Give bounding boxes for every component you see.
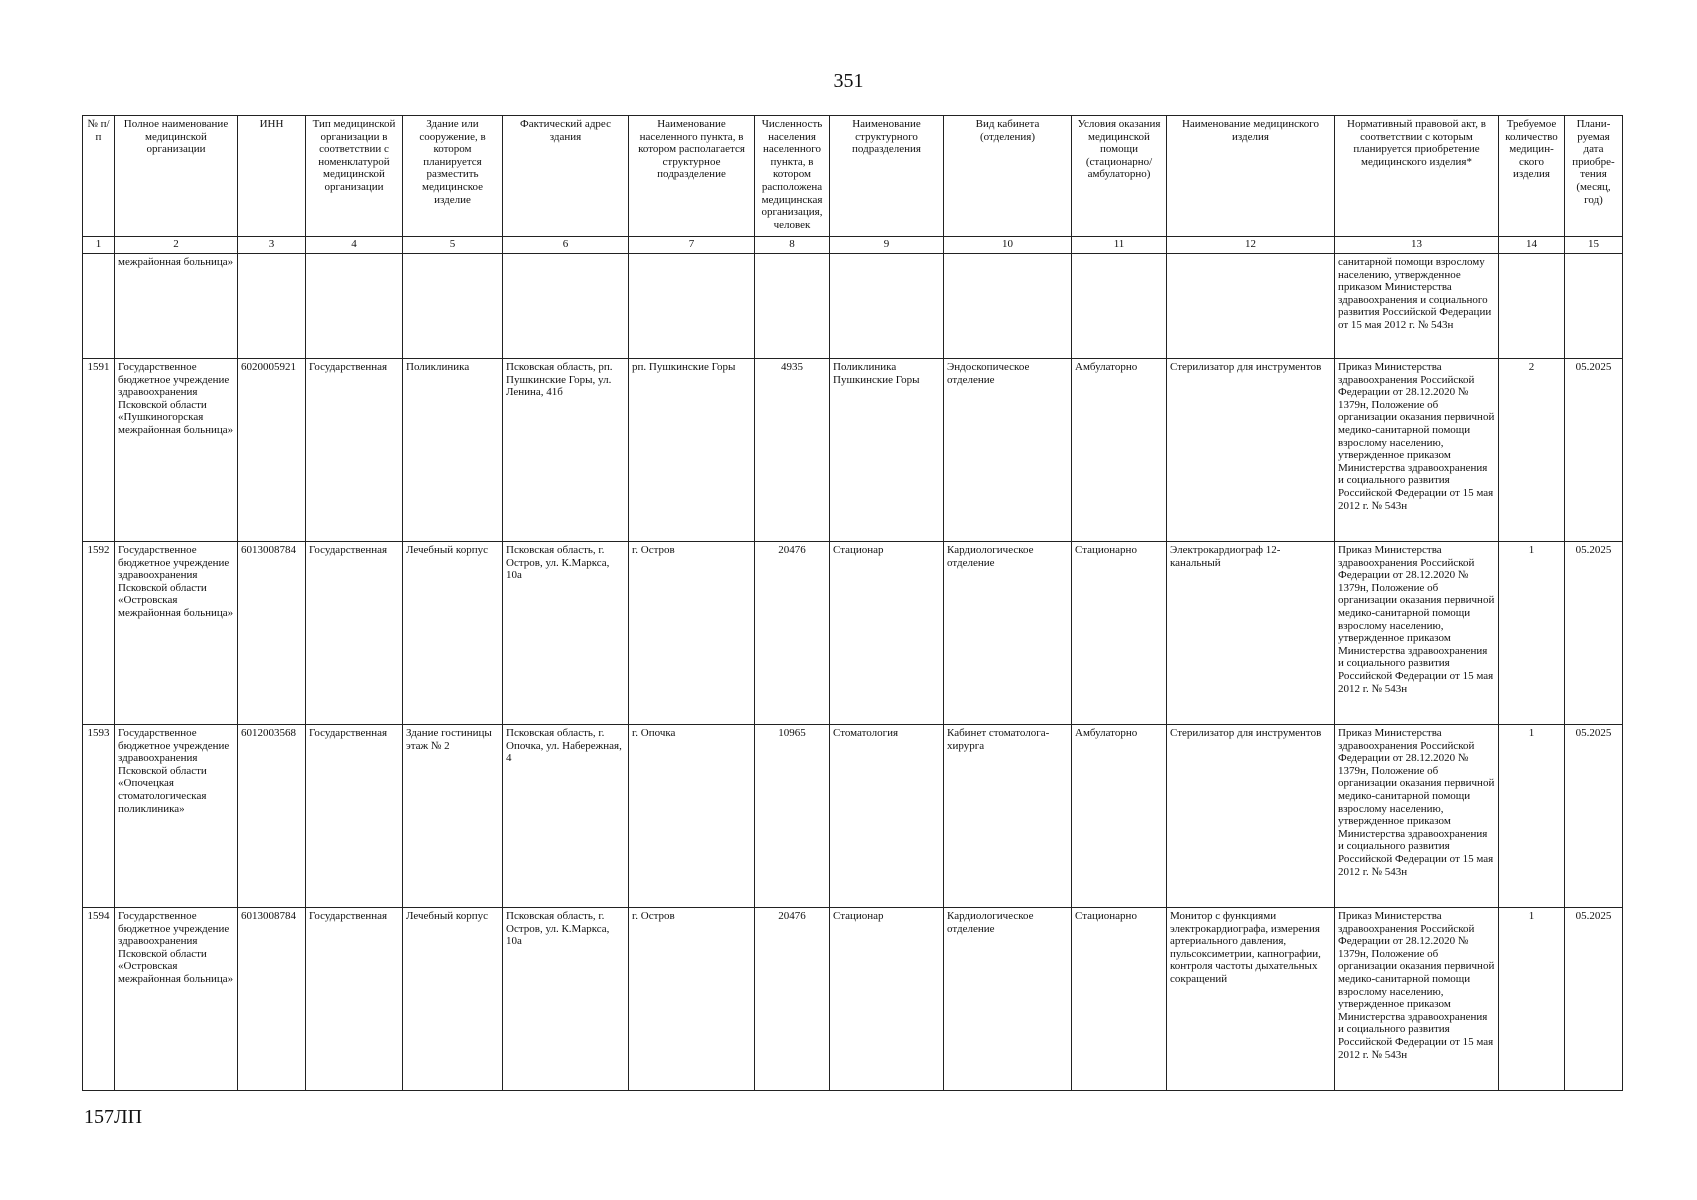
planned-date: 05.2025 xyxy=(1565,725,1623,908)
conditions: Амбулаторно xyxy=(1072,359,1167,542)
building: Лечебный корпус xyxy=(403,542,503,725)
device: Электрокардиограф 12-канальный xyxy=(1167,542,1335,725)
org-type: Государственная xyxy=(306,359,403,542)
planned-date: 05.2025 xyxy=(1565,542,1623,725)
quantity: 1 xyxy=(1499,542,1565,725)
quantity: 1 xyxy=(1499,725,1565,908)
cabinet: Кабинет стоматолога-хирурга xyxy=(944,725,1072,908)
row-num: 1591 xyxy=(83,359,115,542)
table-row xyxy=(83,725,1623,908)
inn: 6020005921 xyxy=(238,359,306,542)
header-conditions: Условия оказания медицинской помощи (стационарно/ амбулаторно) xyxy=(1072,116,1167,237)
header-type: Тип медицинской организации в соответствии с номенклатурой медицинской организации xyxy=(306,116,403,237)
column-number: 1 xyxy=(83,237,115,254)
header-device: Наименование медицинского изделия xyxy=(1167,116,1335,237)
equipment-table xyxy=(82,115,1623,1091)
column-number: 5 xyxy=(403,237,503,254)
column-number: 6 xyxy=(503,237,629,254)
header-act: Нормативный правовой акт, в соответствии с которым планируется приобретение медицинского изделия* xyxy=(1335,116,1499,237)
column-number: 2 xyxy=(115,237,238,254)
address: Псковская область, г. Опочка, ул. Набережная, 4 xyxy=(503,725,629,908)
conditions: Амбулаторно xyxy=(1072,725,1167,908)
column-number: 9 xyxy=(830,237,944,254)
device: Стерилизатор для инструментов xyxy=(1167,725,1335,908)
header-inn: ИНН xyxy=(238,116,306,237)
table-header-row xyxy=(83,116,1623,237)
column-number: 13 xyxy=(1335,237,1499,254)
population: 20476 xyxy=(755,908,830,1091)
table-row xyxy=(83,908,1623,1091)
column-number: 4 xyxy=(306,237,403,254)
header-population: Численность населения населенного пункта, в котором расположена медицинская организация, человек xyxy=(755,116,830,237)
building: Здание гостиницы этаж № 2 xyxy=(403,725,503,908)
population: 10965 xyxy=(755,725,830,908)
building: Лечебный корпус xyxy=(403,908,503,1091)
continuation-row xyxy=(83,254,1623,359)
org-name: Государственное бюджетное учреждение здравоохранения Псковской области «Опочецкая стоматологическая поликлиника» xyxy=(115,725,238,908)
org-type: Государственная xyxy=(306,542,403,725)
unit: Стационар xyxy=(830,542,944,725)
address: Псковская область, г. Остров, ул. К.Маркса, 10а xyxy=(503,542,629,725)
normative-act: Приказ Министерства здравоохранения Российской Федерации от 28.12.2020 № 1379н, Положение об организации оказания первичной медико-санитарной помощи взрослому населению, утвержденное приказом Министерства здравоохранения и социального развития Российской Федерации от 15 мая 2012 г. № 543н xyxy=(1335,725,1499,908)
header-num: № п/п xyxy=(83,116,115,237)
table-row xyxy=(83,359,1623,542)
cabinet: Эндоскопическое отделение xyxy=(944,359,1072,542)
header-unit: Наименование структурного подразделения xyxy=(830,116,944,237)
org-name: Государственное бюджетное учреждение здравоохранения Псковской области «Пушкиногорская межрайонная больница» xyxy=(115,359,238,542)
inn: 6013008784 xyxy=(238,542,306,725)
column-number: 12 xyxy=(1167,237,1335,254)
org-name: Государственное бюджетное учреждение здравоохранения Псковской области «Островская межрайонная больница» xyxy=(115,908,238,1091)
cabinet: Кардиологическое отделение xyxy=(944,908,1072,1091)
normative-act: Приказ Министерства здравоохранения Российской Федерации от 28.12.2020 № 1379н, Положение об организации оказания первичной медико-санитарной помощи взрослому населению, утвержденное приказом Министерства здравоохранения и социального развития Российской Федерации от 15 мая 2012 г. № 543н xyxy=(1335,542,1499,725)
row-num: 1592 xyxy=(83,542,115,725)
row-num: 1594 xyxy=(83,908,115,1091)
column-number: 14 xyxy=(1499,237,1565,254)
settlement: г. Опочка xyxy=(629,725,755,908)
conditions: Стационарно xyxy=(1072,908,1167,1091)
settlement: г. Остров xyxy=(629,908,755,1091)
quantity: 2 xyxy=(1499,359,1565,542)
column-number: 7 xyxy=(629,237,755,254)
footer-code: 157ЛП xyxy=(84,1106,143,1128)
column-number-row xyxy=(83,237,1623,254)
header-org: Полное наименование медицинской организации xyxy=(115,116,238,237)
quantity: 1 xyxy=(1499,908,1565,1091)
inn: 6013008784 xyxy=(238,908,306,1091)
org-name: межрайонная больница» xyxy=(115,254,238,359)
normative-act: санитарной помощи взрослому населению, утвержденное приказом Министерства здравоохранения и социального развития Российской Федерации от 15 мая 2012 г. № 543н xyxy=(1335,254,1499,359)
header-settlement: Наименование населенного пункта, в котором располагается структурное подразделение xyxy=(629,116,755,237)
unit: Поликлиника Пушкинские Горы xyxy=(830,359,944,542)
unit: Стационар xyxy=(830,908,944,1091)
building: Поликлиника xyxy=(403,359,503,542)
device: Монитор с функциями электрокардиографа, измерения артериального давления, пульсоксиметрии, капнографии, контроля частоты дыхательных сокращений xyxy=(1167,908,1335,1091)
cabinet: Кардиологическое отделение xyxy=(944,542,1072,725)
population: 20476 xyxy=(755,542,830,725)
planned-date: 05.2025 xyxy=(1565,359,1623,542)
column-number: 11 xyxy=(1072,237,1167,254)
planned-date: 05.2025 xyxy=(1565,908,1623,1091)
inn: 6012003568 xyxy=(238,725,306,908)
org-type: Государственная xyxy=(306,725,403,908)
table-row xyxy=(83,542,1623,725)
header-date: Плани-руемая дата приобре-тения (месяц, год) xyxy=(1565,116,1623,237)
row-num: 1593 xyxy=(83,725,115,908)
address: Псковская область, г. Остров, ул. К.Маркса, 10а xyxy=(503,908,629,1091)
column-number: 8 xyxy=(755,237,830,254)
header-cabinet: Вид кабинета (отделения) xyxy=(944,116,1072,237)
column-number: 10 xyxy=(944,237,1072,254)
conditions: Стационарно xyxy=(1072,542,1167,725)
column-number: 3 xyxy=(238,237,306,254)
settlement: рп. Пушкинские Горы xyxy=(629,359,755,542)
org-name: Государственное бюджетное учреждение здравоохранения Псковской области «Островская межрайонная больница» xyxy=(115,542,238,725)
settlement: г. Остров xyxy=(629,542,755,725)
address: Псковская область, рп. Пушкинские Горы, ул. Ленина, 41б xyxy=(503,359,629,542)
column-number: 15 xyxy=(1565,237,1623,254)
device: Стерилизатор для инструментов xyxy=(1167,359,1335,542)
header-building: Здание или сооружение, в котором планируется разместить медицинское изделие xyxy=(403,116,503,237)
normative-act: Приказ Министерства здравоохранения Российской Федерации от 28.12.2020 № 1379н, Положение об организации оказания первичной медико-санитарной помощи взрослому населению, утвержденное приказом Министерства здравоохранения и социального развития Российской Федерации от 15 мая 2012 г. № 543н xyxy=(1335,359,1499,542)
header-qty: Требуемое количество медицин-ского изделия xyxy=(1499,116,1565,237)
normative-act: Приказ Министерства здравоохранения Российской Федерации от 28.12.2020 № 1379н, Положение об организации оказания первичной медико-санитарной помощи взрослому населению, утвержденное приказом Министерства здравоохранения и социального развития Российской Федерации от 15 мая 2012 г. № 543н xyxy=(1335,908,1499,1091)
unit: Стоматология xyxy=(830,725,944,908)
population: 4935 xyxy=(755,359,830,542)
page-number: 351 xyxy=(833,70,864,92)
header-address: Фактический адрес здания xyxy=(503,116,629,237)
org-type: Государственная xyxy=(306,908,403,1091)
